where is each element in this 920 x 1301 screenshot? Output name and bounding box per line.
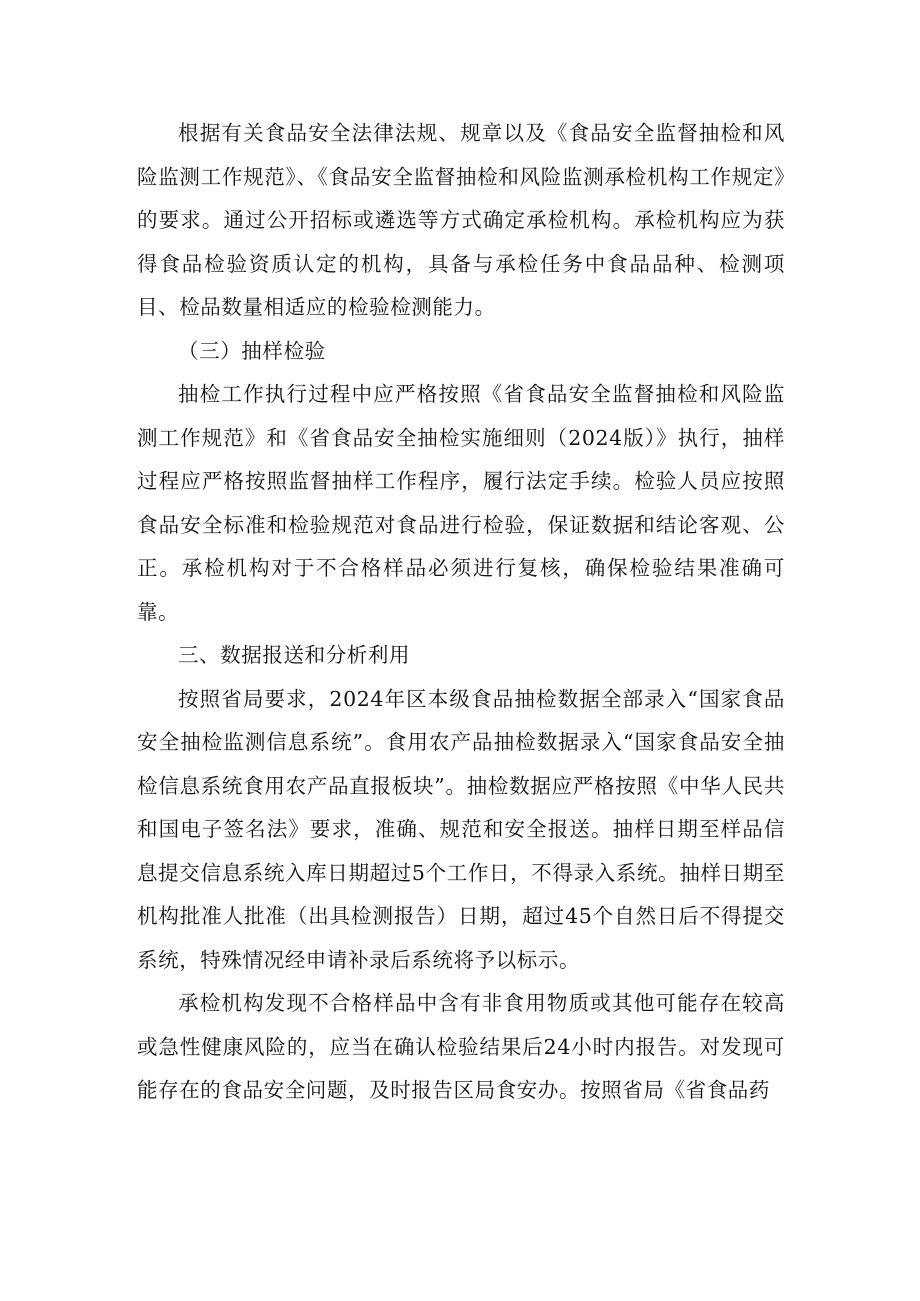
section-heading-data-reporting: 三、数据报送和分析利用 <box>178 643 411 667</box>
section-heading-sampling: （三）抽样检验 <box>178 338 326 363</box>
paragraph-inspection-agency: 根据有关食品安全法律法规、规章以及《食品安全监督抽检和风险监测工作规范》、《食品安全监督抽检和风险监测承检机构工作规定》的要求。通过公开招标或遴选等方式确定承检机构。承检机构应为获得食品检验资质认定的机构，具备与承检任务中食品品种、检测项目、检品数量相适应的检验检测能力。 <box>137 121 785 319</box>
paragraph-data-entry: 按照省局要求，2024年区本级食品抽检数据全部录入“国家食品安全抽检监测信息系统”。食用农产品抽检数据录入“国家食品安全抽检信息系统食用农产品直报板块”。抽检数据应严格按照《中华人民共和国电子签名法》要求，准确、规范和安全报送。抽样日期至样品信息提交信息系统入库日期超过5个工作日，不得录入系统。抽样日期至机构批准人批准（出具检测报告）日期，超过45个自然日后不得提交系统，特殊情况经申请补录后系统将予以标示。 <box>137 686 785 972</box>
document-body <box>137 112 785 1113</box>
paragraph-sampling-procedure: 抽检工作执行过程中应严格按照《省食品安全监督抽检和风险监测工作规范》和《省食品安全抽检实施细则（2024版）》执行，抽样过程应严格按照监督抽样工作程序，履行法定手续。检验人员应按照食品安全标准和检验规范对食品进行检验，保证数据和结论客观、公正。承检机构对于不合格样品必须进行复核，确保检验结果准确可靠。 <box>137 382 785 624</box>
paragraph-risk-reporting: 承检机构发现不合格样品中含有非食用物质或其他可能存在较高或急性健康风险的，应当在确认检验结果后24小时内报告。对发现可能存在的食品安全问题，及时报告区局食安办。按照省局《省食品药 <box>137 991 785 1102</box>
